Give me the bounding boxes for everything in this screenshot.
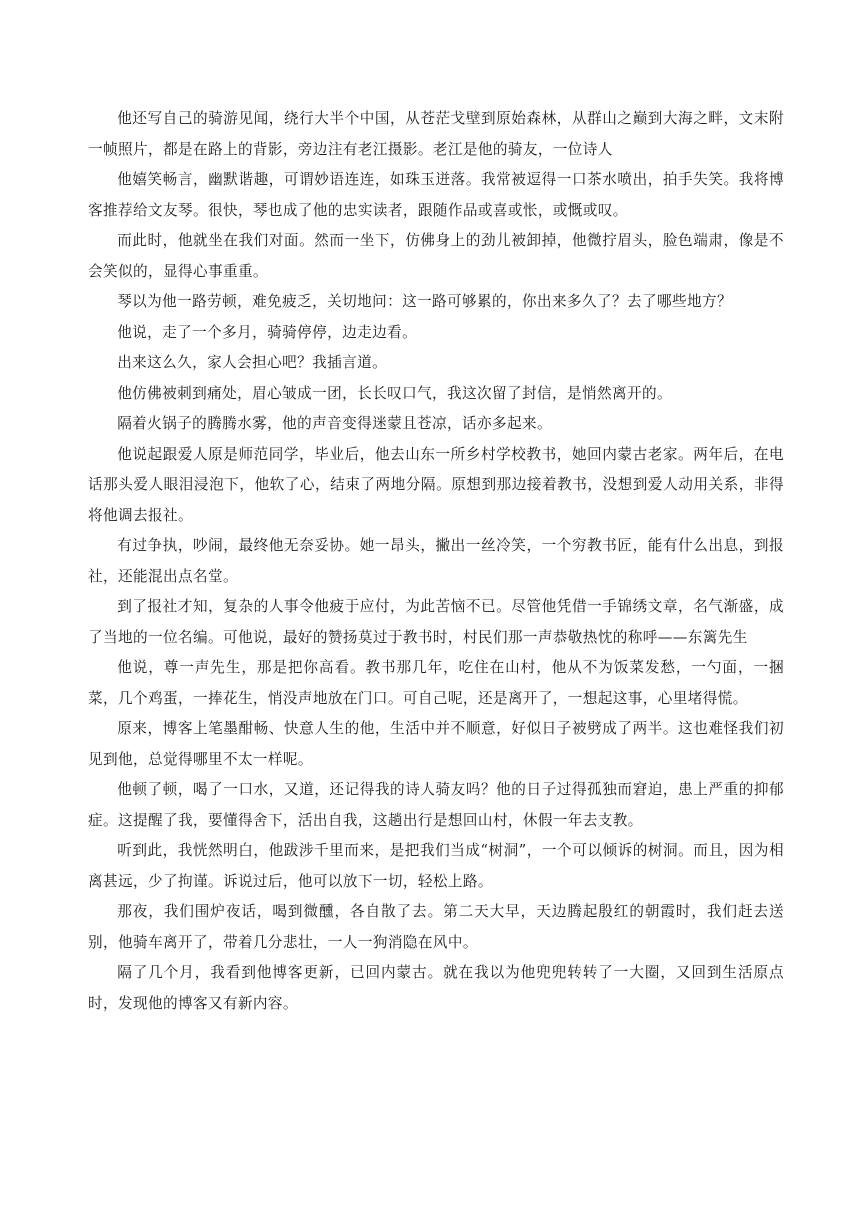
- paragraph: 琴以为他一路劳顿，难免疲乏，关切地问：这一路可够累的，你出来多久了？去了哪些地方？: [117, 293, 732, 310]
- paragraph: 隔着火锅子的腾腾水雾，他的声音变得迷蒙且苍凉，话亦多起来。: [117, 415, 553, 432]
- paragraph: 他顿了顿，喝了一口水，又道，还记得我的诗人骑友吗？他的日子过得孤独而窘迫，患上严重的抑郁症。这提醒了我，要懂得舍下，活出自我，这趟出行是想回山村，休假一年去支教。: [88, 781, 784, 829]
- paragraph: 而此时，他就坐在我们对面。然而一坐下，仿佛身上的劲儿被卸掉，他微拧眉头，脸色端肃，像是不会笑似的，显得心事重重。: [88, 232, 784, 280]
- paragraph: 出来这么久，家人会担心吧？我插言道。: [117, 354, 388, 371]
- paragraph: 到了报社才知，复杂的人事令他疲于应付，为此苦恼不已。尽管他凭借一手锦绣文章，名气渐盛，成了当地的一位名编。可他说，最好的赞扬莫过于教书时，村民们那一声恭敬热忱的称呼——东篱先生: [88, 598, 784, 646]
- paragraph: 那夜，我们围炉夜话，喝到微醺，各自散了去。第二天大早，天边腾起殷红的朝霞时，我们赶去送别，他骑车离开了，带着几分悲壮，一人一狗消隐在风中。: [88, 903, 784, 951]
- paragraph: 听到此，我恍然明白，他跋涉千里而来，是把我们当成“树洞”，一个可以倾诉的树洞。而且，因为相离甚远，少了拘谨。诉说过后，他可以放下一切，轻松上路。: [88, 842, 784, 890]
- document-body: [88, 104, 784, 1019]
- paragraph: 他嬉笑畅言，幽默谐趣，可谓妙语连连，如珠玉迸落。我常被逗得一口茶水喷出，拍手失笑。我将博客推荐给文友琴。很快，琴也成了他的忠实读者，跟随作品或喜或怅，或慨或叹。: [88, 171, 784, 219]
- paragraph: 隔了几个月，我看到他博客更新，已回内蒙古。就在我以为他兜兜转转了一大圈，又回到生活原点时，发现他的博客又有新内容。: [88, 964, 784, 1012]
- paragraph: 他说，走了一个多月，骑骑停停，边走边看。: [117, 323, 418, 341]
- paragraph: 他还写自己的骑游见闻，绕行大半个中国，从苍茫戈壁到原始森林，从群山之巅到大海之畔，文末附一帧照片，都是在路上的背影，旁边注有老江摄影。老江是他的骑友，一位诗人: [88, 110, 784, 158]
- paragraph: 有过争执，吵闹，最终他无奈妥协。她一昂头，撇出一丝冷笑，一个穷教书匠，能有什么出息，到报社，还能混出点名堂。: [88, 537, 784, 585]
- paragraph: 原来，博客上笔墨酣畅、快意人生的他，生活中并不顺意，好似日子被劈成了两半。这也难怪我们初见到他，总觉得哪里不太一样呢。: [88, 720, 784, 768]
- paragraph: 他说，尊一声先生，那是把你高看。教书那几年，吃住在山村，他从不为饭菜发愁，一勺面，一捆菜，几个鸡蛋，一捧花生，悄没声地放在门口。可自己呢，还是离开了，一想起这事，心里堵得慌。: [88, 659, 784, 707]
- paragraph: 他说起跟爱人原是师范同学，毕业后，他去山东一所乡村学校教书，她回内蒙古老家。两年后，在电话那头爱人眼泪浸泡下，他软了心，结束了两地分隔。原想到那边接着教书，没想到爱人动用关系，非得将他调去报社。: [88, 445, 784, 524]
- paragraph: 他仿佛被刺到痛处，眉心皱成一团，长长叹口气，我这次留了封信，是悄然离开的。: [117, 384, 672, 402]
